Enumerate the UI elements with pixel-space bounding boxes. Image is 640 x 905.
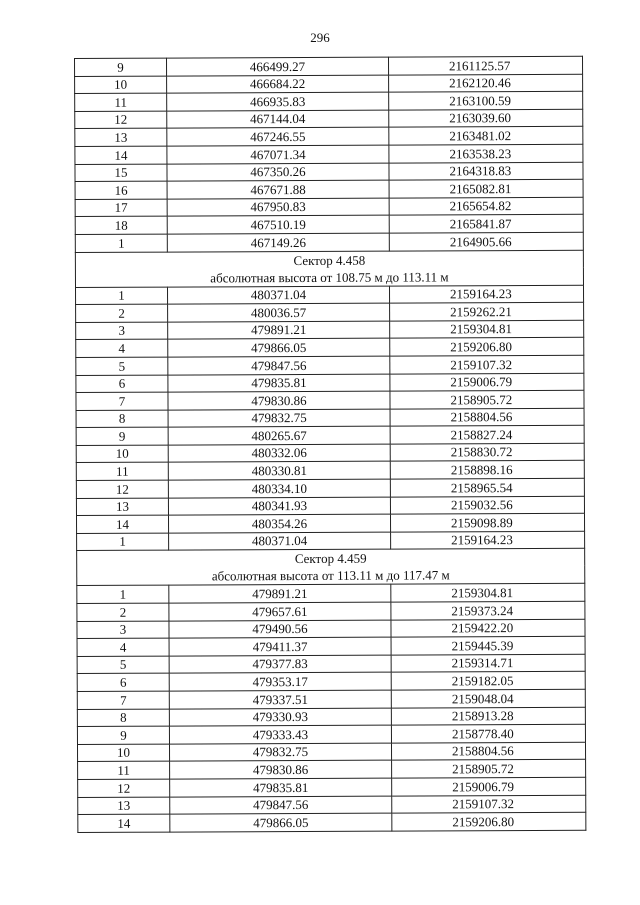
table-row: [75, 144, 583, 164]
point-number: 4: [76, 339, 168, 357]
x-coordinate: 467350.26: [167, 163, 389, 182]
table-row: [77, 672, 585, 692]
y-coordinate: 2158905.72: [390, 390, 584, 408]
point-number: 13: [75, 128, 167, 146]
table-row: [75, 285, 583, 305]
x-coordinate: 480371.04: [167, 286, 389, 305]
y-coordinate: 2159164.23: [389, 285, 583, 303]
y-coordinate: 2159206.80: [390, 338, 584, 356]
coordinates-table-body: [75, 56, 586, 832]
y-coordinate: 2163039.60: [389, 109, 583, 127]
y-coordinate: 2159262.21: [390, 302, 584, 320]
point-number: 12: [76, 480, 168, 498]
point-number: 6: [76, 375, 168, 393]
y-coordinate: 2159314.71: [391, 654, 585, 672]
y-coordinate: 2165082.81: [389, 179, 583, 197]
y-coordinate: 2159304.81: [391, 584, 585, 602]
y-coordinate: 2158804.56: [391, 742, 585, 760]
table-row: [77, 531, 585, 551]
x-coordinate: 480334.10: [168, 479, 390, 498]
x-coordinate: 466499.27: [167, 57, 389, 76]
point-number: 8: [76, 410, 168, 428]
coordinates-table: [74, 56, 586, 833]
table-row: [77, 654, 585, 674]
y-coordinate: 2162120.46: [389, 74, 583, 92]
y-coordinate: 2159006.79: [392, 777, 586, 795]
x-coordinate: 467950.83: [167, 198, 389, 217]
point-number: 7: [77, 691, 169, 709]
point-number: 17: [75, 199, 167, 217]
table-row: [75, 162, 583, 182]
x-coordinate: 479330.93: [169, 708, 391, 727]
y-coordinate: 2159206.80: [392, 812, 586, 830]
sector-title-row: [77, 549, 585, 569]
table-row: [76, 514, 584, 534]
y-coordinate: 2158830.72: [390, 443, 584, 461]
table-row: [76, 496, 584, 516]
table-row: [76, 426, 584, 446]
x-coordinate: 480371.04: [169, 532, 391, 551]
point-number: 1: [77, 533, 169, 551]
x-coordinate: 479835.81: [170, 778, 392, 797]
table-row: [78, 812, 586, 832]
table-row: [77, 724, 585, 744]
point-number: 3: [77, 621, 169, 639]
y-coordinate: 2159164.23: [391, 531, 585, 549]
x-coordinate: 479866.05: [170, 813, 392, 832]
point-number: 1: [75, 287, 167, 305]
point-number: 15: [75, 164, 167, 182]
point-number: 9: [76, 427, 168, 445]
point-number: 1: [77, 586, 169, 604]
x-coordinate: 466935.83: [167, 92, 389, 111]
y-coordinate: 2159304.81: [390, 320, 584, 338]
point-number: 10: [75, 76, 167, 94]
x-coordinate: 479353.17: [169, 673, 391, 692]
x-coordinate: 480036.57: [168, 303, 390, 322]
y-coordinate: 2159032.56: [390, 496, 584, 514]
y-coordinate: 2165841.87: [389, 215, 583, 233]
point-number: 14: [78, 814, 170, 832]
x-coordinate: 479337.51: [169, 690, 391, 709]
sector-height-range: абсолютная высота от 108.75 м до 113.11 м: [75, 267, 583, 287]
x-coordinate: 467246.55: [167, 128, 389, 147]
x-coordinate: 480265.67: [168, 426, 390, 445]
point-number: 13: [78, 797, 170, 815]
x-coordinate: 479490.56: [169, 620, 391, 639]
table-row: [75, 56, 583, 76]
point-number: 12: [75, 111, 167, 129]
x-coordinate: 479333.43: [169, 725, 391, 744]
point-number: 14: [75, 146, 167, 164]
table-row: [77, 601, 585, 621]
y-coordinate: 2158898.16: [390, 461, 584, 479]
table-row: [77, 584, 585, 604]
x-coordinate: 479830.86: [168, 391, 390, 410]
table-row: [76, 390, 584, 410]
table-row: [77, 619, 585, 639]
point-number: 11: [75, 93, 167, 111]
table-row: [77, 689, 585, 709]
table-row: [76, 320, 584, 340]
y-coordinate: 2159422.20: [391, 619, 585, 637]
point-number: 4: [77, 638, 169, 656]
y-coordinate: 2159373.24: [391, 601, 585, 619]
point-number: 9: [75, 58, 167, 76]
y-coordinate: 2158804.56: [390, 408, 584, 426]
table-row: [75, 215, 583, 235]
x-coordinate: 479657.61: [169, 602, 391, 621]
table-row: [76, 443, 584, 463]
y-coordinate: 2165654.82: [389, 197, 583, 215]
point-number: 7: [76, 392, 168, 410]
x-coordinate: 467671.88: [167, 180, 389, 199]
y-coordinate: 2158827.24: [390, 426, 584, 444]
table-row: [75, 74, 583, 94]
y-coordinate: 2163538.23: [389, 144, 583, 162]
point-number: 5: [76, 357, 168, 375]
x-coordinate: 479832.75: [169, 743, 391, 762]
table-row: [75, 232, 583, 252]
x-coordinate: 467144.04: [167, 110, 389, 129]
table-row: [75, 109, 583, 129]
point-number: 2: [77, 603, 169, 621]
x-coordinate: 479835.81: [168, 374, 390, 393]
x-coordinate: 479377.83: [169, 655, 391, 674]
y-coordinate: 2163481.02: [389, 127, 583, 145]
x-coordinate: 479847.56: [170, 796, 392, 815]
table-row: [76, 302, 584, 322]
table-row: [75, 197, 583, 217]
y-coordinate: 2163100.59: [389, 91, 583, 109]
table-row: [75, 179, 583, 199]
table-row: [77, 742, 585, 762]
x-coordinate: 467510.19: [167, 215, 389, 234]
x-coordinate: 479866.05: [168, 338, 390, 357]
point-number: 10: [77, 744, 169, 762]
table-row: [77, 636, 585, 656]
y-coordinate: 2158965.54: [390, 478, 584, 496]
sector-title-row: [75, 250, 583, 270]
y-coordinate: 2164318.83: [389, 162, 583, 180]
point-number: 11: [76, 463, 168, 481]
table-row: [76, 355, 584, 375]
point-number: 10: [76, 445, 168, 463]
x-coordinate: 479891.21: [169, 585, 391, 604]
page-number: 296: [310, 30, 330, 45]
y-coordinate: 2159107.32: [390, 355, 584, 373]
sector-height-row: [77, 566, 585, 586]
point-number: 14: [76, 515, 168, 533]
sector-height-row: [75, 267, 583, 287]
table-row: [76, 478, 584, 498]
y-coordinate: 2158778.40: [391, 724, 585, 742]
sector-title: Сектор 4.458: [75, 250, 583, 270]
y-coordinate: 2159182.05: [391, 672, 585, 690]
x-coordinate: 466684.22: [167, 75, 389, 94]
y-coordinate: 2158905.72: [392, 760, 586, 778]
y-coordinate: 2161125.57: [388, 56, 582, 74]
y-coordinate: 2158913.28: [391, 707, 585, 725]
x-coordinate: 479411.37: [169, 637, 391, 656]
point-number: 16: [75, 181, 167, 199]
sector-title: Сектор 4.459: [77, 549, 585, 569]
x-coordinate: 479847.56: [168, 356, 390, 375]
table-row: [77, 707, 585, 727]
table-row: [78, 777, 586, 797]
x-coordinate: 467071.34: [167, 145, 389, 164]
y-coordinate: 2159048.04: [391, 689, 585, 707]
y-coordinate: 2159006.79: [390, 373, 584, 391]
point-number: 6: [77, 673, 169, 691]
table-row: [76, 461, 584, 481]
x-coordinate: 480354.26: [168, 514, 390, 533]
point-number: 12: [78, 779, 170, 797]
y-coordinate: 2164905.66: [389, 232, 583, 250]
x-coordinate: 467149.26: [167, 233, 389, 252]
x-coordinate: 480341.93: [168, 497, 390, 516]
point-number: 18: [75, 216, 167, 234]
y-coordinate: 2159107.32: [392, 795, 586, 813]
point-number: 8: [77, 709, 169, 727]
table-row: [78, 795, 586, 815]
table-row: [76, 373, 584, 393]
table-row: [76, 408, 584, 428]
point-number: 5: [77, 656, 169, 674]
sector-height-range: абсолютная высота от 113.11 м до 117.47 м: [77, 566, 585, 586]
x-coordinate: 479830.86: [170, 760, 392, 779]
table-row: [75, 127, 583, 147]
point-number: 13: [76, 498, 168, 516]
table-row: [78, 760, 586, 780]
point-number: 1: [75, 234, 167, 252]
point-number: 11: [78, 761, 170, 779]
table-row: [76, 338, 584, 358]
point-number: 3: [76, 322, 168, 340]
x-coordinate: 480332.06: [168, 444, 390, 463]
y-coordinate: 2159098.89: [390, 514, 584, 532]
point-number: 2: [76, 304, 168, 322]
y-coordinate: 2159445.39: [391, 636, 585, 654]
point-number: 9: [77, 726, 169, 744]
x-coordinate: 479891.21: [168, 321, 390, 340]
x-coordinate: 480330.81: [168, 462, 390, 481]
x-coordinate: 479832.75: [168, 409, 390, 428]
table-row: [75, 91, 583, 111]
